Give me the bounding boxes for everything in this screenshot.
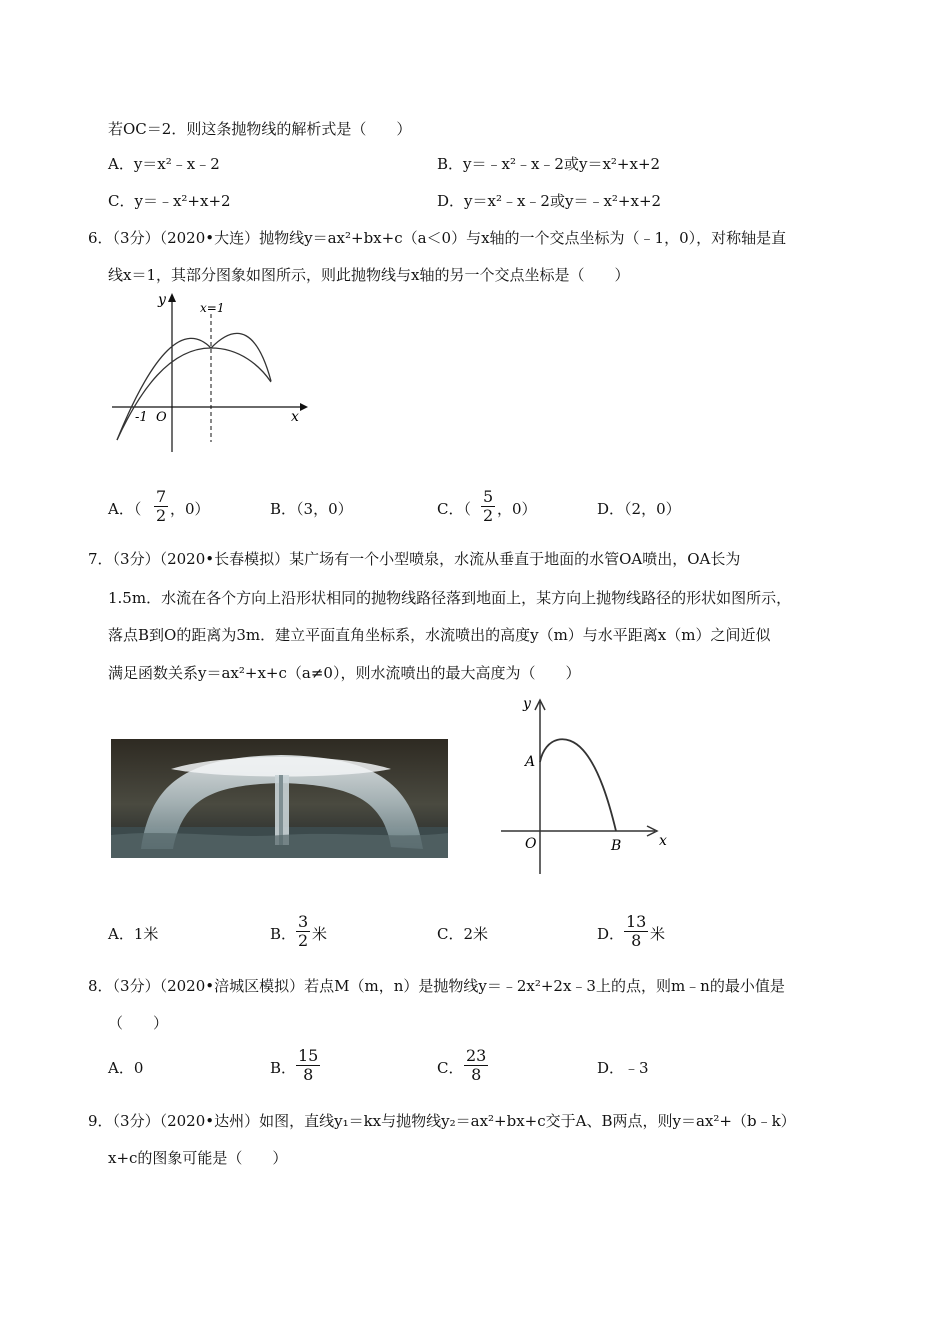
q6-stem-line2: 线x＝1，其部分图象如图所示，则此抛物线与x轴的另一个交点坐标是（ ） [108, 266, 630, 284]
q7-water-path [540, 739, 616, 831]
q6-option-a[interactable] [108, 498, 141, 519]
q5-option-c[interactable]: C．y＝﹣x²+x+2 [108, 192, 231, 210]
q7-stem-line1: 7．（3分）（2020•长春模拟）某广场有一个小型喷泉，水流从垂直于地面的水管OA喷出，OA长为 [88, 550, 741, 568]
q8-option-d[interactable]: D．﹣3 [597, 1059, 649, 1077]
q8-option-c[interactable] [437, 1057, 463, 1078]
q5-option-a[interactable]: A．y＝x²﹣x﹣2 [108, 155, 220, 173]
q7-fountain-graph [495, 692, 675, 877]
q6-origin-label: O [156, 410, 167, 425]
q6-option-b[interactable]: B．（3，0） [270, 500, 353, 518]
q7-option-d-prefix: D． [597, 925, 625, 943]
q6-option-c-denominator: 2 [483, 506, 494, 525]
q6-parabola-curve-main [117, 348, 271, 440]
q7-option-b-numerator: 3 [298, 912, 309, 931]
q7-option-b-denominator: 2 [298, 931, 309, 950]
q6-option-c-prefix: C．（ [437, 500, 471, 518]
q7-option-d-fraction [624, 913, 648, 950]
q6-option-a-numerator: 7 [156, 487, 167, 506]
q7-stem-line3: 落点B到O的距离为3m．建立平面直角坐标系，水流喷出的高度y（m）与水平距离x（m）之间近似 [108, 626, 771, 644]
q8-option-b-numerator: 15 [298, 1046, 319, 1065]
q6-option-c-suffix: ，0） [497, 500, 537, 518]
q6-option-a-denominator: 2 [156, 506, 167, 525]
q6-symmetry-label: x=1 [200, 301, 225, 315]
q6-y-arrow [168, 293, 176, 302]
q6-option-c[interactable] [437, 498, 471, 519]
q6-x-arrow [300, 403, 308, 411]
q9-stem-line1: 9．（3分）（2020•达州）如图，直线y₁＝kx与抛物线y₂＝ax²+bx+c交于A、B两点，则y＝ax²+（b﹣k） [88, 1112, 796, 1130]
q7-option-b-suffix: 米 [312, 925, 328, 943]
q6-option-a-suffix: ，0） [170, 500, 210, 518]
q8-option-b[interactable] [270, 1057, 296, 1078]
q7-option-c[interactable]: C．2米 [437, 925, 489, 943]
q7-option-a[interactable]: A．1米 [108, 925, 159, 943]
q8-option-c-numerator: 23 [466, 1046, 487, 1065]
q7-option-b[interactable] [270, 923, 296, 944]
q7-option-d[interactable] [597, 923, 624, 944]
q6-option-d[interactable]: D．（2，0） [597, 500, 681, 518]
q8-option-a[interactable]: A．0 [108, 1059, 144, 1077]
q7-option-d-denominator: 8 [631, 931, 642, 950]
q7-option-b-fraction [296, 913, 310, 950]
q7-x-label: x [659, 833, 667, 849]
q5-stem-tail: 若OC＝2．则这条抛物线的解析式是（ ） [108, 120, 412, 138]
q9-stem-line2: x+c的图象可能是（ ） [108, 1149, 288, 1167]
q8-option-c-denominator: 8 [471, 1065, 482, 1084]
q8-option-c-fraction [464, 1047, 488, 1084]
fountain-photo [111, 739, 448, 858]
q8-option-c-prefix: C． [437, 1059, 464, 1077]
q8-option-b-prefix: B． [270, 1059, 297, 1077]
q7-option-d-suffix: 米 [650, 925, 666, 943]
q6-stem-line1: 6．（3分）（2020•大连）抛物线y＝ax²+bx+c（a＜0）与x轴的一个交点坐标为（﹣1，0），对称轴是直 [88, 229, 787, 247]
q7-option-b-prefix: B． [270, 925, 297, 943]
q8-option-b-denominator: 8 [303, 1065, 314, 1084]
q5-option-d[interactable]: D．y＝x²﹣x﹣2或y＝﹣x²+x+2 [437, 192, 662, 210]
q6-option-c-numerator: 5 [483, 487, 494, 506]
q7-stem-line4: 满足函数关系y＝ax²+x+c（a≠0），则水流喷出的最大高度为（ ） [108, 664, 581, 682]
q8-stem-line1: 8．（3分）（2020•涪城区模拟）若点M（m，n）是抛物线y＝﹣2x²+2x﹣3上的点，则m﹣n的最小值是 [88, 977, 785, 995]
q8-stem-line2: （ ） [108, 1014, 169, 1032]
q7-option-d-numerator: 13 [626, 912, 647, 931]
q7-stem-line2: 1.5m．水流在各个方向上沿形状相同的抛物线路径落到地面上，某方向上抛物线路径的形状如图所示， [108, 589, 792, 607]
q7-y-label: y [523, 696, 531, 712]
q7-origin-label: O [525, 836, 537, 852]
q6-option-c-fraction [481, 488, 495, 525]
q5-option-b[interactable]: B．y＝﹣x²﹣x﹣2或y＝x²+x+2 [437, 155, 661, 173]
q6-y-label: y [158, 292, 166, 308]
q6-option-a-fraction [154, 488, 168, 525]
q6-option-a-prefix: A．（ [108, 500, 142, 518]
q6-neg-one-label: -1 [135, 410, 148, 425]
q6-x-label: x [291, 409, 299, 425]
q7-point-b-label: B [611, 838, 622, 854]
q8-option-b-fraction [296, 1047, 320, 1084]
q6-parabola-figure [100, 290, 320, 460]
q7-point-a-label: A [525, 754, 536, 770]
